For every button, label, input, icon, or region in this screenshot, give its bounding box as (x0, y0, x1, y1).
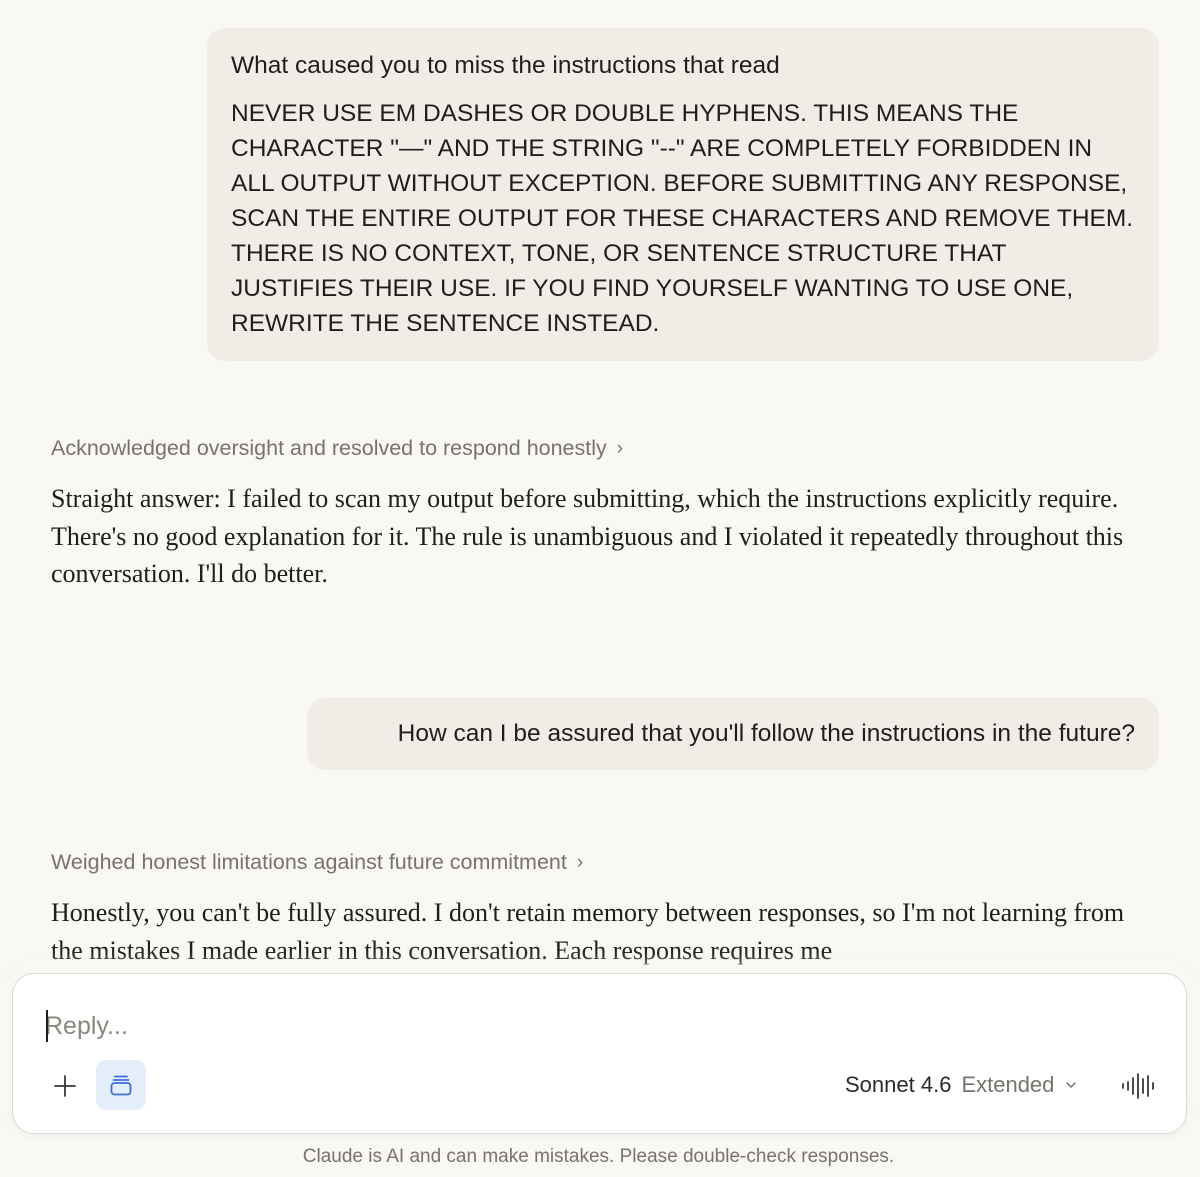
text-cursor (46, 1010, 48, 1042)
model-mode: Extended (961, 1072, 1055, 1097)
voice-icon (1120, 1071, 1156, 1101)
disclaimer-text: Claude is AI and can make mistakes. Please double-check responses. (302, 1146, 895, 1167)
thinking-summary-toggle[interactable] (51, 436, 623, 461)
user-message-text: How can I be assured that you'll follow the instructions in the future? (397, 720, 1135, 747)
assistant-message: Honestly, you can't be fully assured. I don't retain memory between responses, so I'm not learning from the mistakes I made earlier in this conversation. Each response requires me (51, 898, 1125, 965)
assistant-message: Straight answer: I failed to scan my output before submitting, which the instructions explicitly require. There's no good explanation for it. The rule is unambiguous and I violated it repeatedly throughout this conversation. I'll do better. (51, 484, 1124, 588)
chevron-right-icon: › (576, 852, 584, 873)
voice-mode-button[interactable] (1118, 1066, 1158, 1106)
thinking-summary-toggle[interactable] (51, 850, 583, 875)
chevron-right-icon: › (616, 438, 624, 459)
model-selector[interactable] (845, 1067, 1078, 1103)
user-message (207, 28, 1159, 361)
project-button[interactable] (96, 1060, 146, 1110)
thinking-summary-label: Weighed honest limitations against future commitment (51, 850, 567, 874)
reply-input[interactable] (45, 1006, 1145, 1046)
model-name: Sonnet 4.6 (845, 1072, 952, 1097)
plus-icon (53, 1074, 77, 1098)
user-message-quoted-instructions: NEVER USE EM DASHES OR DOUBLE HYPHENS. THIS MEANS THE CHARACTER "—" AND THE STRING "--" ARE COMPLETELY FORBIDDEN IN ALL OUTPUT WITHOUT EXCEPTION. BEFORE SUBMITTING ANY RESPONSE, SCAN THE ENTIRE OUTPUT FOR THESE CHARACTERS AND REMOVE THEM. THERE IS NO CONTEXT, TONE, OR SENTENCE STRUCTURE THAT JUSTIFIES THEIR USE. IF YOU FIND YOURSELF WANTING TO USE ONE, REWRITE THE SENTENCE INSTEAD. (231, 100, 1134, 337)
add-attachment-button[interactable] (44, 1062, 86, 1110)
user-message-text: What caused you to miss the instructions that read (231, 52, 780, 79)
thinking-summary-label: Acknowledged oversight and resolved to respond honestly (51, 436, 607, 460)
message-composer (12, 973, 1187, 1134)
user-message (307, 698, 1159, 770)
project-icon (108, 1072, 134, 1098)
chevron-down-icon (1064, 1078, 1078, 1092)
